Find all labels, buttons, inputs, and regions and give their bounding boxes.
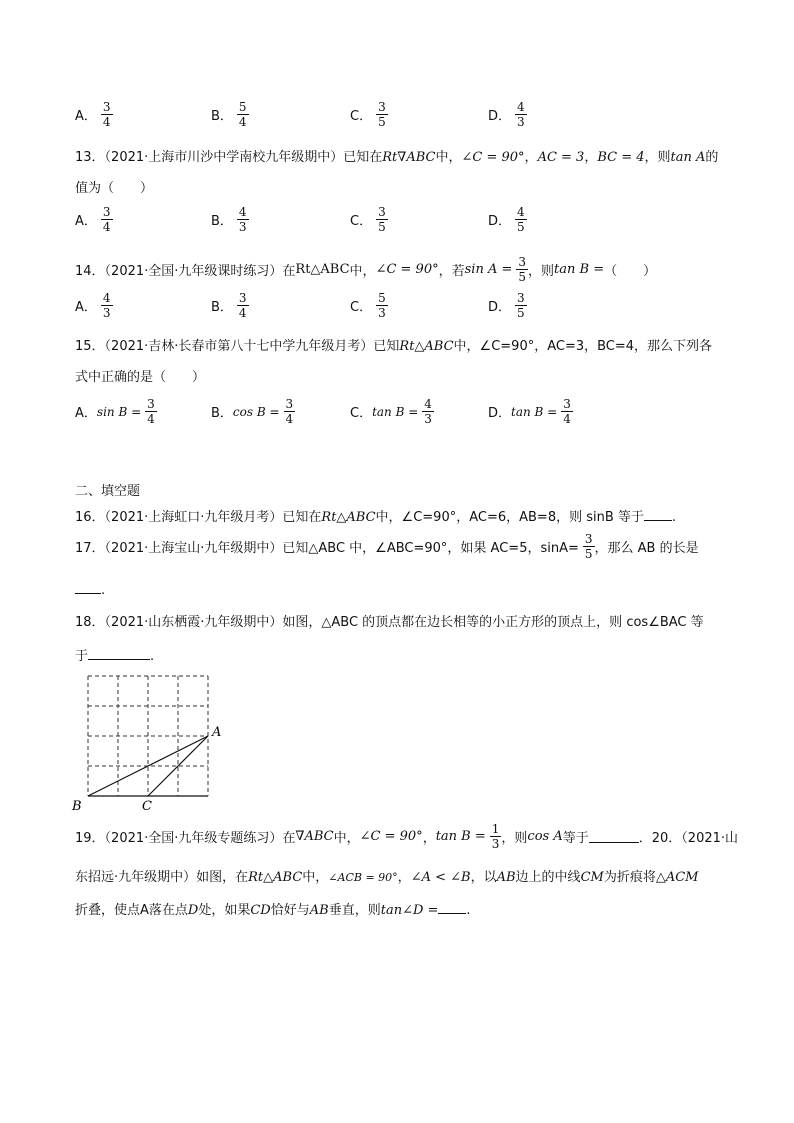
q20-line2: [75, 866, 699, 885]
q16-end: .: [671, 510, 677, 525]
q14-fraction: [516, 255, 528, 284]
q17-stem: [75, 532, 699, 561]
q13-ze: ，则: [644, 150, 671, 165]
option-fraction: [376, 100, 388, 129]
option-fraction: [422, 397, 434, 426]
q14-triangle: Rt△ABC: [295, 262, 350, 277]
label-b: B: [72, 799, 82, 812]
fraction-numerator: 4: [517, 205, 525, 219]
q14-ruo: ，若: [438, 264, 465, 279]
q20-fold: 为折痕将: [603, 870, 656, 885]
q20-cm: CM: [580, 870, 604, 885]
option-label: A．: [75, 406, 97, 421]
option-fraction: [376, 291, 388, 320]
option-label: C．: [350, 109, 373, 124]
q16-blank[interactable]: [644, 508, 672, 521]
q19-cos: cos A: [527, 829, 563, 844]
option-a[interactable]: [75, 100, 113, 129]
fraction-numerator: 3: [147, 397, 155, 411]
q20-end: .: [466, 903, 471, 918]
q13-sep1: ，: [524, 150, 538, 165]
option-a[interactable]: [75, 291, 113, 320]
q13-sep2: ，: [584, 150, 598, 165]
option-c[interactable]: [350, 205, 388, 234]
option-fraction: [237, 291, 249, 320]
q17-blank[interactable]: [75, 581, 101, 594]
option-a[interactable]: [75, 205, 113, 234]
option-fraction: [515, 205, 527, 234]
q14-ze: ，则: [528, 264, 555, 279]
q20-blank[interactable]: [438, 901, 466, 914]
q17-den: 5: [584, 547, 593, 561]
fraction-denominator: 4: [563, 412, 571, 426]
fraction-denominator: 4: [102, 220, 111, 234]
q15-stem-line1: [75, 335, 712, 354]
q20-line3: [75, 899, 471, 918]
fraction-denominator: 5: [378, 115, 386, 129]
q13-bc: BC = 4: [597, 150, 645, 165]
q20-ineq: ∠A < ∠B: [410, 870, 471, 885]
q18-stem-line2: [75, 645, 154, 664]
fraction-numerator: 3: [563, 397, 571, 411]
fraction-denominator: 3: [378, 306, 386, 320]
fraction-denominator: 3: [238, 220, 247, 234]
q19-triangle: ∇ABC: [295, 829, 334, 844]
option-label: C．: [350, 214, 373, 229]
fraction-numerator: 4: [238, 205, 247, 219]
q19-zhong: 中，: [333, 831, 360, 846]
q15-mid: 中，∠C=90°，AC=3，BC=4，那么下列各: [453, 339, 713, 354]
option-b[interactable]: [211, 205, 249, 234]
q20-triangle: Rt△ABC: [248, 870, 303, 885]
option-fraction: [561, 397, 573, 426]
q15-stem-line2: 式中正确的是（ ）: [75, 370, 206, 385]
option-label: B．: [211, 109, 233, 124]
q14-text: 14．（2021·全国·九年级课时练习）在: [75, 264, 296, 279]
q14-tan: tan B =: [554, 262, 605, 277]
option-fraction: [101, 205, 113, 234]
q19-ze: ，则: [501, 831, 528, 846]
q13-text: 13．（2021·上海市川沙中学南校九年级期中）已知在: [75, 150, 383, 165]
fraction-numerator: 3: [238, 291, 247, 305]
q20-head: 20．（2021·山: [651, 831, 739, 846]
side-ac: [148, 736, 208, 796]
q13-stem-line2: 值为（ ）: [75, 181, 154, 196]
option-label: B．: [211, 300, 233, 315]
label-a: A: [212, 725, 222, 740]
q18-yu: 于: [75, 649, 89, 664]
q19-dengyu: 等于: [562, 831, 589, 846]
q20-text: 东招远·九年级期中）如图，在: [75, 870, 249, 885]
q16-triangle: Rt△ABC: [321, 510, 376, 525]
q17-fraction: [583, 532, 595, 561]
q17-answer-line: [75, 581, 105, 598]
option-d[interactable]: [488, 100, 527, 129]
q13-tan: tan A: [670, 150, 706, 165]
option-fraction: [284, 397, 296, 426]
option-fraction: [145, 397, 157, 426]
q19-num: 1: [491, 822, 500, 836]
q19-den: 3: [491, 837, 500, 851]
q19-end: ．: [638, 831, 652, 846]
q17-num: 3: [584, 532, 593, 546]
fraction-denominator: 5: [517, 306, 525, 320]
option-label: A．: [75, 300, 97, 315]
q20-yi: ，以: [470, 870, 497, 885]
q20-line3-text: 折叠，使点A落在点: [75, 903, 188, 918]
q17-post: ，那么 AB 的长是: [594, 541, 699, 556]
option-fraction: [101, 100, 113, 129]
q13-ac: AC = 3: [537, 150, 585, 165]
q20-acb: ∠ACB = 90°: [328, 871, 398, 884]
fraction-denominator: 3: [102, 306, 111, 320]
option-c[interactable]: [350, 291, 388, 320]
fraction-numerator: 4: [424, 397, 432, 411]
q14-den: 5: [518, 270, 527, 284]
option-label: D．: [488, 406, 512, 421]
fraction-numerator: 4: [517, 100, 525, 114]
q16-text: 16．（2021·上海虹口·九年级月考）已知在: [75, 510, 322, 525]
fraction-numerator: 3: [102, 100, 111, 114]
q19-blank[interactable]: [589, 830, 639, 843]
option-fraction: [237, 205, 249, 234]
option-d[interactable]: [488, 205, 527, 234]
fraction-denominator: 5: [517, 220, 525, 234]
option-expr: sin B =: [96, 404, 142, 419]
fraction-denominator: 4: [238, 115, 247, 129]
option-b[interactable]: [211, 397, 295, 426]
label-c: C: [142, 799, 152, 812]
option-d[interactable]: [488, 397, 573, 426]
option-label: B．: [211, 406, 233, 421]
q15-text: 15．（2021·吉林·长春市第八十七中学九年级月考）已知: [75, 339, 400, 354]
fraction-denominator: 4: [238, 306, 247, 320]
q20-yu: 恰好与: [270, 903, 310, 918]
option-label: D．: [488, 109, 512, 124]
q14-zhong: 中，: [349, 264, 376, 279]
option-d[interactable]: [488, 291, 527, 320]
option-label: D．: [488, 300, 512, 315]
q20-zhong: 中，: [302, 870, 329, 885]
fraction-denominator: 4: [147, 412, 155, 426]
option-a[interactable]: [75, 397, 157, 426]
option-label: A．: [75, 109, 97, 124]
q13-stem-line1: [75, 146, 718, 165]
fraction-denominator: 3: [424, 412, 432, 426]
option-c[interactable]: [350, 397, 434, 426]
q14-angle: ∠C = 90°: [375, 262, 439, 277]
q20-sep: ，: [397, 870, 411, 885]
option-b[interactable]: [211, 291, 249, 320]
option-expr: cos B =: [232, 404, 280, 419]
q20-perp: 垂直，则: [328, 903, 381, 918]
q20-ab2: AB: [309, 903, 329, 918]
option-expr: tan B =: [511, 404, 558, 419]
q19-tan: tan B =: [435, 829, 486, 844]
q19-text: 19．（2021·全国·九年级专题练习）在: [75, 831, 296, 846]
q20-tan: tan∠D =: [380, 903, 439, 918]
q20-chu: 处，如果: [198, 903, 251, 918]
q15-triangle: Rt△ABC: [399, 339, 454, 354]
q14-num: 3: [518, 255, 527, 269]
option-label: A．: [75, 214, 97, 229]
q16-stem: [75, 506, 676, 525]
fraction-denominator: 3: [517, 115, 525, 129]
q20-median: 边上的中线: [515, 870, 581, 885]
fraction-numerator: 5: [238, 100, 247, 114]
q13-zhong: 中，: [435, 150, 462, 165]
q18-blank[interactable]: [88, 647, 150, 660]
option-label: C．: [350, 300, 373, 315]
fraction-denominator: 4: [285, 412, 294, 426]
q13-triangle: Rt∇ABC: [382, 150, 436, 165]
q17-end: .: [101, 583, 106, 598]
fraction-numerator: 3: [378, 100, 386, 114]
option-label: C．: [350, 406, 373, 421]
fraction-denominator: 5: [378, 220, 386, 234]
q20-cd: CD: [250, 903, 271, 918]
option-fraction: [237, 100, 249, 129]
q13-de: 的: [705, 150, 719, 165]
q19-fraction: [490, 822, 502, 851]
option-b[interactable]: [211, 100, 249, 129]
fraction-numerator: 3: [285, 397, 294, 411]
option-fraction: [515, 291, 527, 320]
q18-grid-figure: [70, 670, 240, 812]
option-fraction: [101, 291, 113, 320]
q18-stem-line1: 18．（2021·山东栖霞·九年级期中）如图，△ABC 的顶点都在边长相等的小正方形的顶点上，则 cos∠BAC 等: [75, 615, 704, 630]
q13-angle: ∠C = 90°: [461, 150, 525, 165]
q20-d: D: [187, 903, 199, 918]
q14-sin: sin A =: [464, 262, 513, 277]
fraction-numerator: 3: [378, 205, 386, 219]
option-c[interactable]: [350, 100, 388, 129]
grid-lines: [88, 676, 208, 796]
q20-ab: AB: [496, 870, 516, 885]
fraction-numerator: 4: [102, 291, 111, 305]
q19-angle: ∠C = 90°: [359, 829, 423, 844]
q19-stem: [75, 822, 738, 851]
fraction-numerator: 5: [378, 291, 386, 305]
option-fraction: [515, 100, 527, 129]
fraction-numerator: 3: [102, 205, 111, 219]
option-label: B．: [211, 214, 233, 229]
option-label: D．: [488, 214, 512, 229]
q19-sep: ，: [422, 831, 436, 846]
fraction-numerator: 3: [517, 291, 525, 305]
section-title: 二、填空题: [75, 484, 141, 499]
q14-stem: [75, 255, 656, 284]
q16-post: 中，∠C=90°，AC=6，AB=8，则 sinB 等于: [375, 510, 644, 525]
option-expr: tan B =: [372, 404, 419, 419]
q17-text: 17．（2021·上海宝山·九年级期中）已知△ABC 中，∠ABC=90°，如果 AC=5，sinA=: [75, 541, 579, 556]
fraction-denominator: 4: [102, 115, 111, 129]
option-fraction: [376, 205, 388, 234]
q14-tail: （ ）: [604, 264, 657, 279]
q18-end: .: [150, 649, 155, 664]
q20-acm: △ACM: [655, 870, 699, 885]
